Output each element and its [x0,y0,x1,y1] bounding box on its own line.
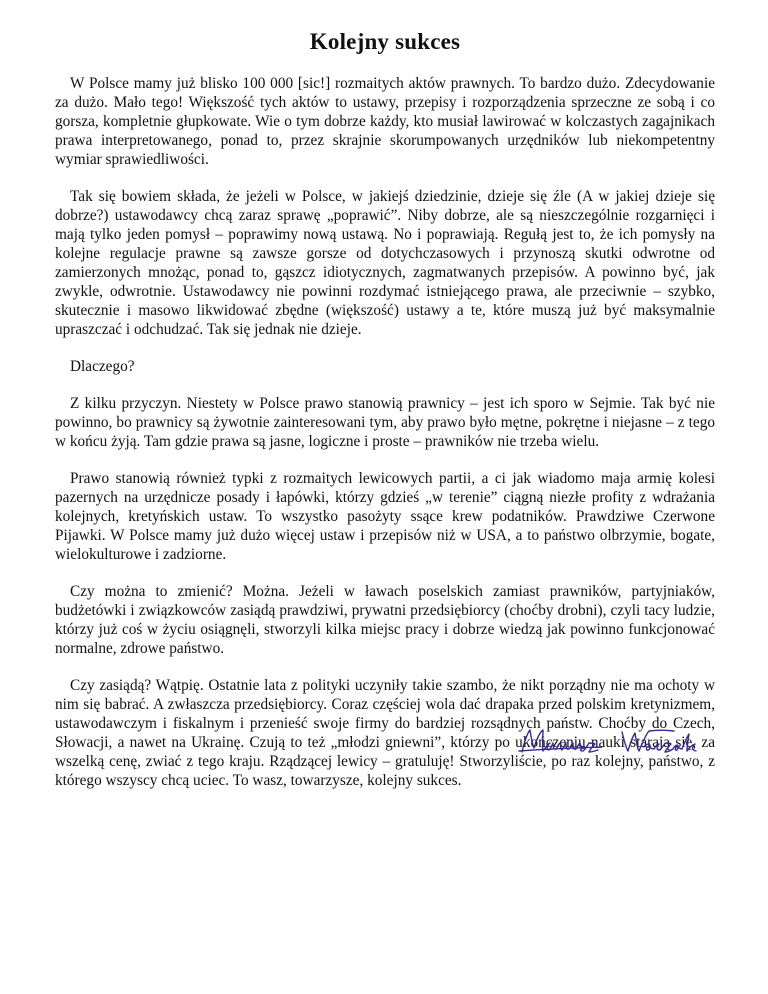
signature-drawing [516,722,716,760]
paragraph-2: Tak się bowiem składa, że jeżeli w Polsce, w jakiejś dziedzinie, dzieje się źle (A w jakiej dzieje się dobrze?) ustawodawcy chcą zaraz sprawę „poprawić”. Niby dobrze, ale są nieszczególnie rozgarnięci i mają tylko jeden pomysł – poprawimy nową ustawą. No i poprawiają. Regułą jest to, że ich pomysły na kolejne regulacje prawne są zawsze gorsze od dotychczasowych i przynoszą skutki odwrotne od zamierzonych mnożąc, ponad to, gąszcz idiotycznych, zagmatwanych przepisów. A powinno być, jak zwykle, odwrotnie. Ustawodawcy nie powinni rozdymać istniejącego prawa, ale przeciwnie – szybko, skutecznie i masowo likwidować zbędne (większość) ustawy a te, które muszą już być maksymalnie upraszczać i odchudzać. Tak się jednak nie dzieje. [55,188,715,338]
document-page [55,26,715,808]
paragraph-6: Czy można to zmienić? Można. Jeżeli w ławach poselskich zamiast prawników, partyjniaków, budżetówki i związkowców zasiądą prawdziwi, prywatni przedsiębiorcy (choćby drobni), czyli tacy ludzie, którzy już coś w życiu osiągnęli, stworzyli kilka miejsc pracy i dobrze wiedzą jak powinno funkcjonować normalne, zdrowe państwo. [55,583,715,657]
paragraph-3: Dlaczego? [70,358,135,375]
handwritten-signature [516,722,716,760]
paragraph-4: Z kilku przyczyn. Niestety w Polsce prawo stanowią prawnicy – jest ich sporo w Sejmie. Tak być nie powinno, bo prawnicy są żywotnie zainteresowani tym, aby prawo było mętne, pokrętne i niejasne – z tego w końcu żyją. Tam gdzie prawa są jasne, logiczne i proste – prawników nie trzeba wielu. [55,395,715,450]
paragraph-1: W Polsce mamy już blisko 100 000 [sic!] rozmaitych aktów prawnych. To bardzo dużo. Zdecydowanie za dużo. Mało tego! Większość tych aktów to ustawy, przepisy i rozporządzenia sprzeczne ze sobą i co gorsza, kompletnie głupkowate. Wie o tym dobrze każdy, kto musiał lawirować w kolczastych zagajnikach prawa interpretowanego, ponad to, przez skrajnie skorumpowanych urzędników lub niekompetentny wymiar sprawiedliwości. [55,75,715,168]
paragraph-5: Prawo stanowią również typki z rozmaitych lewicowych partii, a ci jak wiadomo maja armię kolesi pazernych na urzędnicze posady i łapówki, którzy gdzieś „w terenie” ciągną niezłe profity z wdrażania kolejnych, kretyńskich ustaw. To wszystko pasożyty ssące krew podatników. Prawdziwe Czerwone Pijawki. W Polsce mamy już dużo więcej ustaw i przepisów niż w USA, a to państwo olbrzymie, bogate, wielokulturowe i zadziorne. [55,470,715,563]
paragraph-7: Czy zasiądą? Wątpię. Ostatnie lata z polityki uczyniły takie szambo, że nikt porządny nie ma ochoty w nim się babrać. A zwłaszcza przedsiębiorcy. Coraz częściej wola dać drapaka przed polskim kretynizmem, ustawodawczym i fiskalnym i przenieść swoje firmy do bardziej rozsądnych państw. Choćby do Czech, Słowacji, a nawet na Ukrainę. Czują to też „młodzi gniewni”, którzy po ukończeniu nauki starają się, za wszelką cenę, zwiać z tego kraju. Rządzącej lewicy – gratuluję! Stworzyliście, po raz kolejny, państwo, z którego wszyscy chcą uciec. To wasz, towarzysze, kolejny sukces. [55,677,715,789]
document-title: Kolejny sukces [309,29,461,54]
